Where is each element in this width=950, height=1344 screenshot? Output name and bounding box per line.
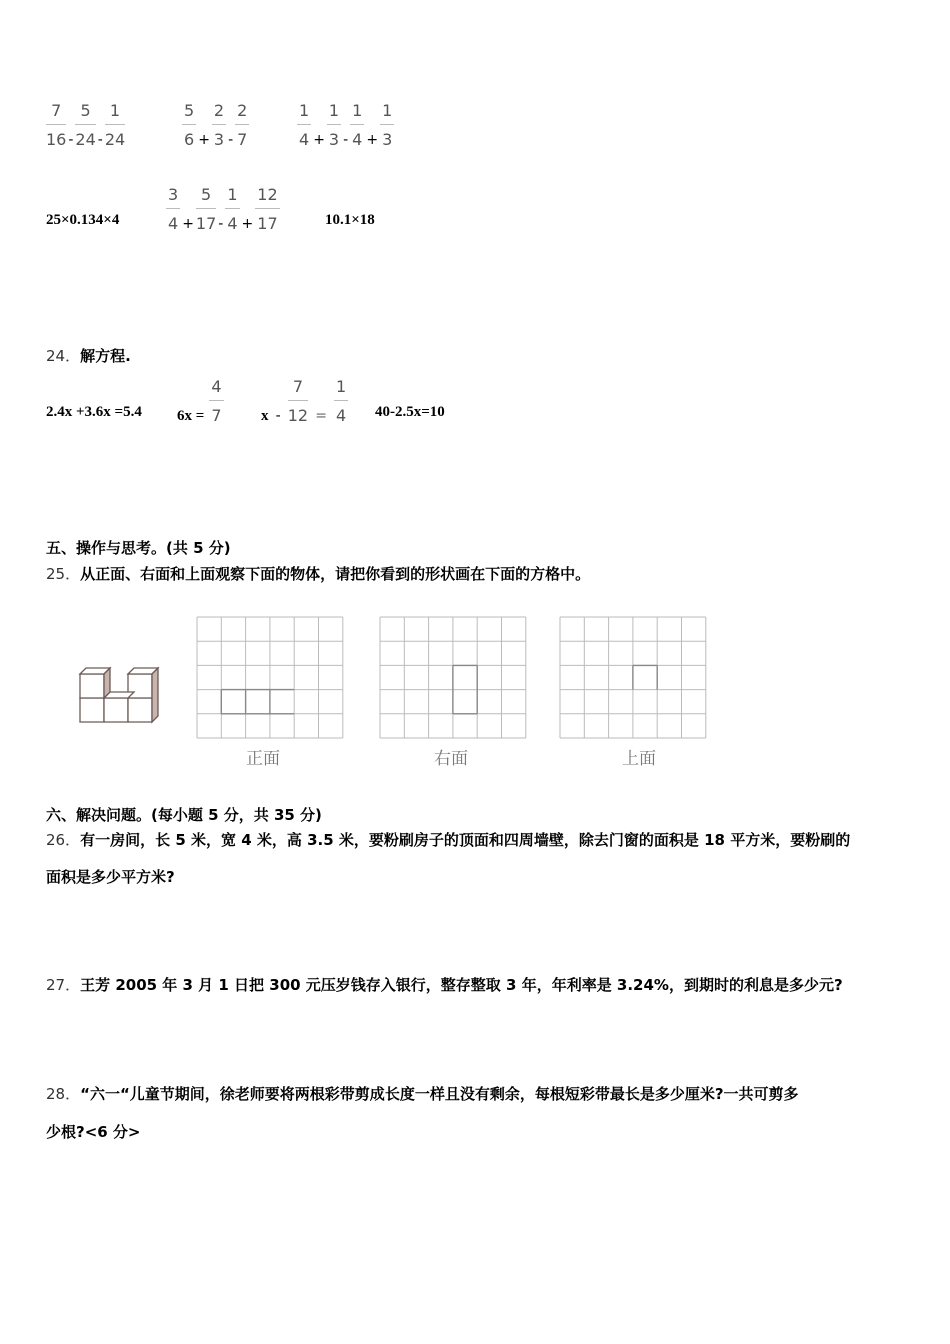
grid-2 [380,617,526,738]
denominator: 17 [195,214,217,233]
numerator: 7 [46,102,66,125]
numerator: 1 [350,102,364,125]
operator: + [241,216,254,232]
question-26-line-2: 面积是多少平方米? [46,868,175,886]
denominator: 24 [104,130,126,149]
equation-2: 6x = $\frac{4}{7}$ [177,377,222,425]
grid-label-top: 上面 [622,749,656,769]
calc-expr-6: 10.1×18 [325,212,375,228]
question-27: 27．王芳 2005 年 3 月 1 日把 300 元压岁钱存入银行，整存整取 3 年，年利率是 3.24%，到期时的利息是多少元? [46,976,843,994]
operator: + [313,132,325,148]
numerator: 2 [235,102,249,125]
numerator: 5 [75,102,95,125]
calc-expr-3 [297,102,394,149]
numerator: 12 [255,186,279,209]
denominator: 4 [299,130,310,149]
denominator: 16 [46,130,67,149]
question-28-line-1: 28．“六一“儿童节期间，徐老师要将两根彩带剪成长度一样且没有剩余，每根短彩带最长是多少厘米?一共可剪多 [46,1085,799,1103]
grid-1 [197,617,343,738]
numerator: 1 [225,186,239,209]
operator: + [198,132,210,148]
operator: - [218,216,224,232]
operator: - [97,132,103,148]
denominator: 17 [257,214,278,233]
denominator: 3 [213,130,225,149]
equation-3: x - $\frac{7}{12}$ = $\frac{1}{4}$ [261,377,347,425]
calc-expr-1 [46,102,125,149]
operator: + [182,216,194,232]
numerator: 1 [380,102,394,125]
question-28-line-2: 少根?<6 分> [46,1123,141,1141]
numerator: 5 [182,102,196,125]
calc-expr-5 [166,186,280,233]
operator: + [366,132,379,148]
fraction [297,102,311,149]
fraction [225,186,239,233]
operator: - [228,132,234,148]
denominator: 7 [237,130,248,149]
fraction [196,186,216,233]
section-6-title: 六、解决问题。(每小题 5 分，共 35 分) [46,806,322,824]
equation-1: 2.4x +3.6x =5.4 [46,404,142,420]
grid-label-right: 右面 [434,749,468,769]
fraction [105,102,125,149]
fraction [46,102,66,149]
fraction [166,186,180,233]
denominator: 4 [168,214,179,233]
numerator: 1 [327,102,341,125]
denominator: 3 [382,130,393,149]
numerator: 5 [196,186,216,209]
section-5-title: 五、操作与思考。(共 5 分) [46,539,231,557]
denominator: 6 [184,130,195,149]
fraction [212,102,226,149]
fraction [255,186,279,233]
calc-expr-2 [182,102,249,149]
operator: - [68,132,74,148]
grid-3 [560,617,706,738]
fraction [75,102,95,149]
question-26-line-1: 26．有一房间，长 5 米，宽 4 米，高 3.5 米，要粉刷房子的顶面和四周墙壁，除去门窗的面积是 18 平方米，要粉刷的 [46,831,851,849]
numerator: 1 [297,102,311,125]
numerator: 2 [212,102,226,125]
question-25: 25．从正面、右面和上面观察下面的物体，请把你看到的形状画在下面的方格中。 [46,565,591,583]
denominator: 4 [227,214,238,233]
cube-object-figure [76,660,172,726]
denominator: 24 [75,130,96,149]
grid-label-front: 正面 [246,749,280,769]
denominator: 4 [352,130,363,149]
fraction [380,102,394,149]
fraction [182,102,196,149]
equation-4: 40-2.5x=10 [375,404,445,420]
numerator: 1 [105,102,125,125]
numerator: 3 [166,186,180,209]
calc-expr-4: 25×0.134×4 [46,212,120,228]
fraction [235,102,249,149]
question-24-heading: 24．解方程. [46,347,131,365]
fraction [350,102,364,149]
fraction [327,102,341,149]
operator: - [343,132,349,148]
denominator: 3 [328,130,340,149]
